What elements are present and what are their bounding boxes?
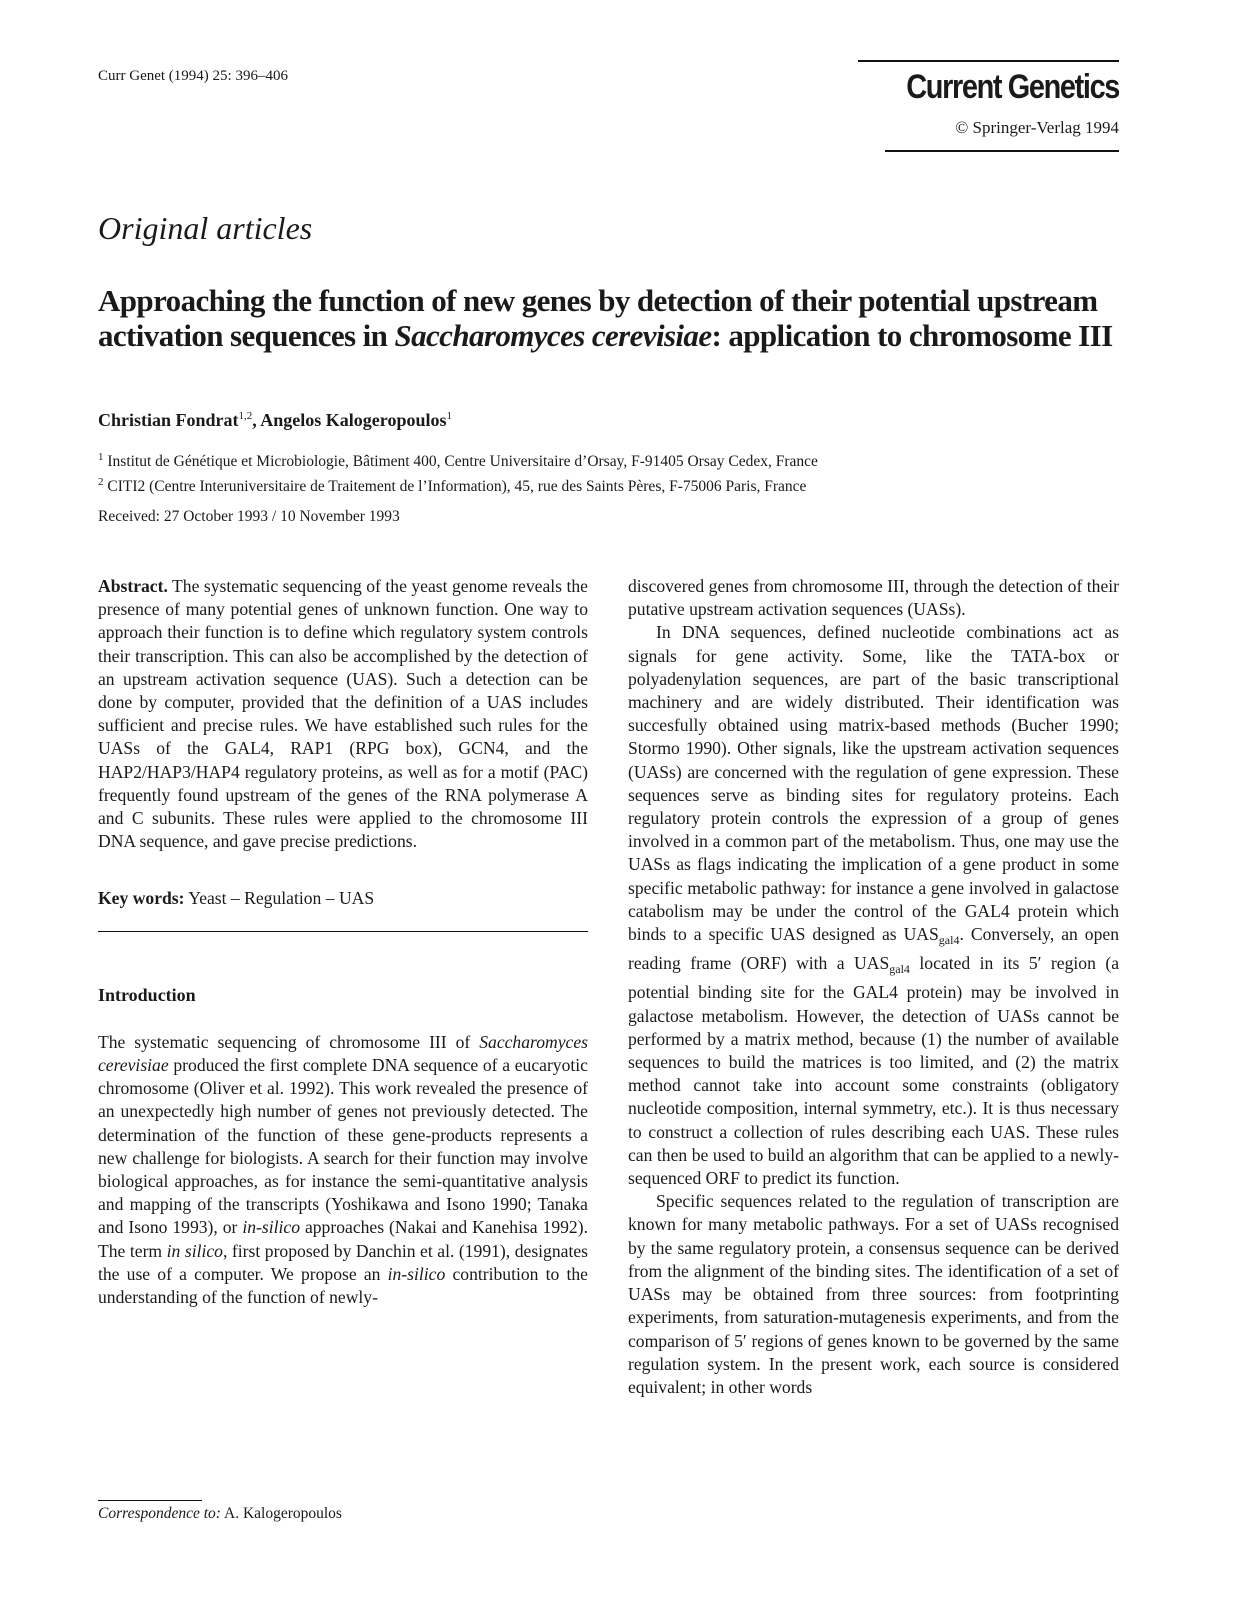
title-part-2: : application to chromosome III: [711, 318, 1113, 353]
abstract: [98, 575, 588, 853]
keywords: [98, 887, 588, 910]
affiliation-number: 2: [98, 476, 104, 489]
author-name: Christian Fondrat: [98, 410, 239, 430]
affiliation-text: CITI2 (Centre Interuniversitaire de Traitement de l’Information), 45, rue des Saints Pères, F-75006 Paris, France: [107, 478, 807, 496]
masthead-top-rule: [858, 60, 1119, 62]
intro-species: Saccharomyces cerevisiae: [98, 1031, 588, 1076]
keywords-divider: [98, 931, 588, 932]
correspondence-footnote: [98, 1505, 342, 1523]
body-text: located in its 5′ region (a potential binding site for the GAL4 protein) may be involved in galactose metabolism. However, the detection of UASs cannot be performed by a matrix method, because (1) the number of available sequences to build the matrices is too limited, and (2) the matrix method cannot take into account some constraints (obligatory nucleotide composition, internal symmetry, etc.). It is thus necessary to construct a collection of rules describing each UAS. These rules can then be used to build an algorithm that can be applied to a newly-sequenced ORF to predict its function.: [628, 953, 1119, 1189]
right-column: [628, 575, 1119, 1399]
journal-citation: Curr Genet (1994) 25: 396–406: [98, 68, 288, 84]
intro-term: in-silico: [242, 1217, 301, 1238]
section-label: Original articles: [98, 210, 313, 246]
affiliation-2: [98, 472, 1148, 497]
intro-text: produced the first complete DNA sequence of a eucaryotic chromosome (Oliver et al. 1992). This work revealed the presence of an unexpectedly high number of genes not previously detected. The determination of the function of these gene-products represents a new challenge for biologists. A search for their function may involve biological approaches, as for instance the semi-quantitative analysis and mapping of the transcripts (Yoshikawa and Isono 1990; Tanaka and Isono 1993), or: [98, 1055, 588, 1238]
journal-name: Current Genetics: [906, 68, 1119, 106]
affiliation-text: Institut de Génétique et Microbiologie, Bâtiment 400, Centre Universitaire d’Orsay, F-91405 Orsay Cedex, France: [107, 453, 818, 471]
title-part-1: Approaching the function of new genes by detection of their potential upstream activation sequences in: [98, 283, 1098, 353]
introduction-heading: Introduction: [98, 984, 196, 1005]
intro-text: contribution to the understanding of the function of newly-: [98, 1263, 588, 1308]
keywords-label: Key words:: [98, 888, 185, 909]
author-affiliation-mark: 1,2: [238, 410, 253, 422]
received-dates: Received: 27 October 1993 / 10 November 1993: [98, 508, 400, 525]
abstract-label: Abstract.: [98, 576, 168, 596]
article-title: [98, 283, 1138, 353]
body-text: In DNA sequences, defined nucleotide combinations act as signals for gene activity. Some, like the TATA-box or polyadenylation sequences, are part of the basic transcriptional machinery and are widely distributed. Their identification was succesfully obtained using matrix-based methods (Bucher 1990; Stormo 1990). Other signals, like the upstream activation sequences (UASs) are concerned with the regulation of gene expression. These sequences serve as binding sites for regulatory proteins. Each regulatory protein controls the expression of a group of genes involved in a common part of the metabolism. Thus, one may use the UASs as flags indicating the implication of a gene product in some specific metabolic pathway: for instance a gene involved in galactose catabolism may be under the control of the GAL4 protein which binds to a specific UAS designed as UAS: [628, 622, 1119, 945]
body-paragraph-uas: [628, 621, 1119, 1190]
keywords-text: Yeast – Regulation – UAS: [188, 888, 375, 909]
author-affiliation-mark: 1: [446, 410, 452, 422]
journal-masthead: [858, 60, 1119, 152]
affiliation-1: [98, 447, 1148, 472]
intro-term: in silico: [166, 1240, 223, 1261]
intro-term: in-silico: [387, 1263, 446, 1284]
affiliation-number: 1: [98, 451, 104, 463]
copyright-notice: © Springer-Verlag 1994: [955, 118, 1119, 137]
author-list: [98, 410, 452, 431]
author-separator: ,: [252, 410, 261, 430]
intro-text: approaches (Nakai and Kanehisa 1992). The term: [98, 1217, 588, 1261]
author-name: Angelos Kalogeropoulos: [260, 410, 447, 430]
abstract-text: The systematic sequencing of the yeast genome reveals the presence of many potential genes of unknown function. One way to approach their function is to define which regulatory system controls their transcription. This can also be accomplished by the detection of an upstream activation sequence (UAS). Such a detection can be done by computer, provided that the definition of a UAS includes sufficient and precise rules. We have established such rules for the UASs of the GAL4, RAP1 (RPG box), GCN4, and the HAP2/HAP3/HAP4 regulatory proteins, as well as for a motif (PAC) frequently found upstream of the genes of the RNA polymerase A and C subunits. These rules were applied to the chromosome III DNA sequence, and gave precise predictions.: [98, 576, 588, 852]
affiliations: [98, 447, 1148, 497]
correspondence-name: A. Kalogeropoulos: [224, 1505, 342, 1522]
intro-text: , first proposed by Danchin et al. (1991), designates the use of a computer. We propose an: [98, 1240, 589, 1284]
body-paragraph-sequences: Specific sequences related to the regulation of transcription are known for many metabolic pathways. For a set of UASs recognised by the same regulatory protein, a consensus sequence can be derived from the alignment of the binding sites. The identification of a set of UASs may be obtained from three sources: from footprinting experiments, from saturation-mutagenesis experiments, and from the comparison of 5′ regions of genes known to be governed by the same regulation system. In the present work, each source is considered equivalent; in other words: [628, 1191, 1119, 1397]
introduction-paragraph: [98, 1031, 588, 1309]
subscript-gal4: gal4: [889, 962, 910, 977]
masthead-bottom-rule: [885, 150, 1119, 152]
intro-continued-paragraph: discovered genes from chromosome III, through the detection of their putative upstream activation sequences (UASs).: [628, 576, 1119, 620]
intro-text: The systematic sequencing of chromosome III of: [98, 1031, 480, 1052]
subscript-gal4: gal4: [938, 933, 960, 948]
left-column: [98, 575, 588, 1309]
correspondence-label: Correspondence to:: [98, 1505, 221, 1522]
footnote-rule: [98, 1500, 202, 1501]
title-species: Saccharomyces cerevisiae: [394, 318, 712, 353]
body-text: . Conversely, an open reading frame (ORF) with a UAS: [628, 924, 1120, 974]
